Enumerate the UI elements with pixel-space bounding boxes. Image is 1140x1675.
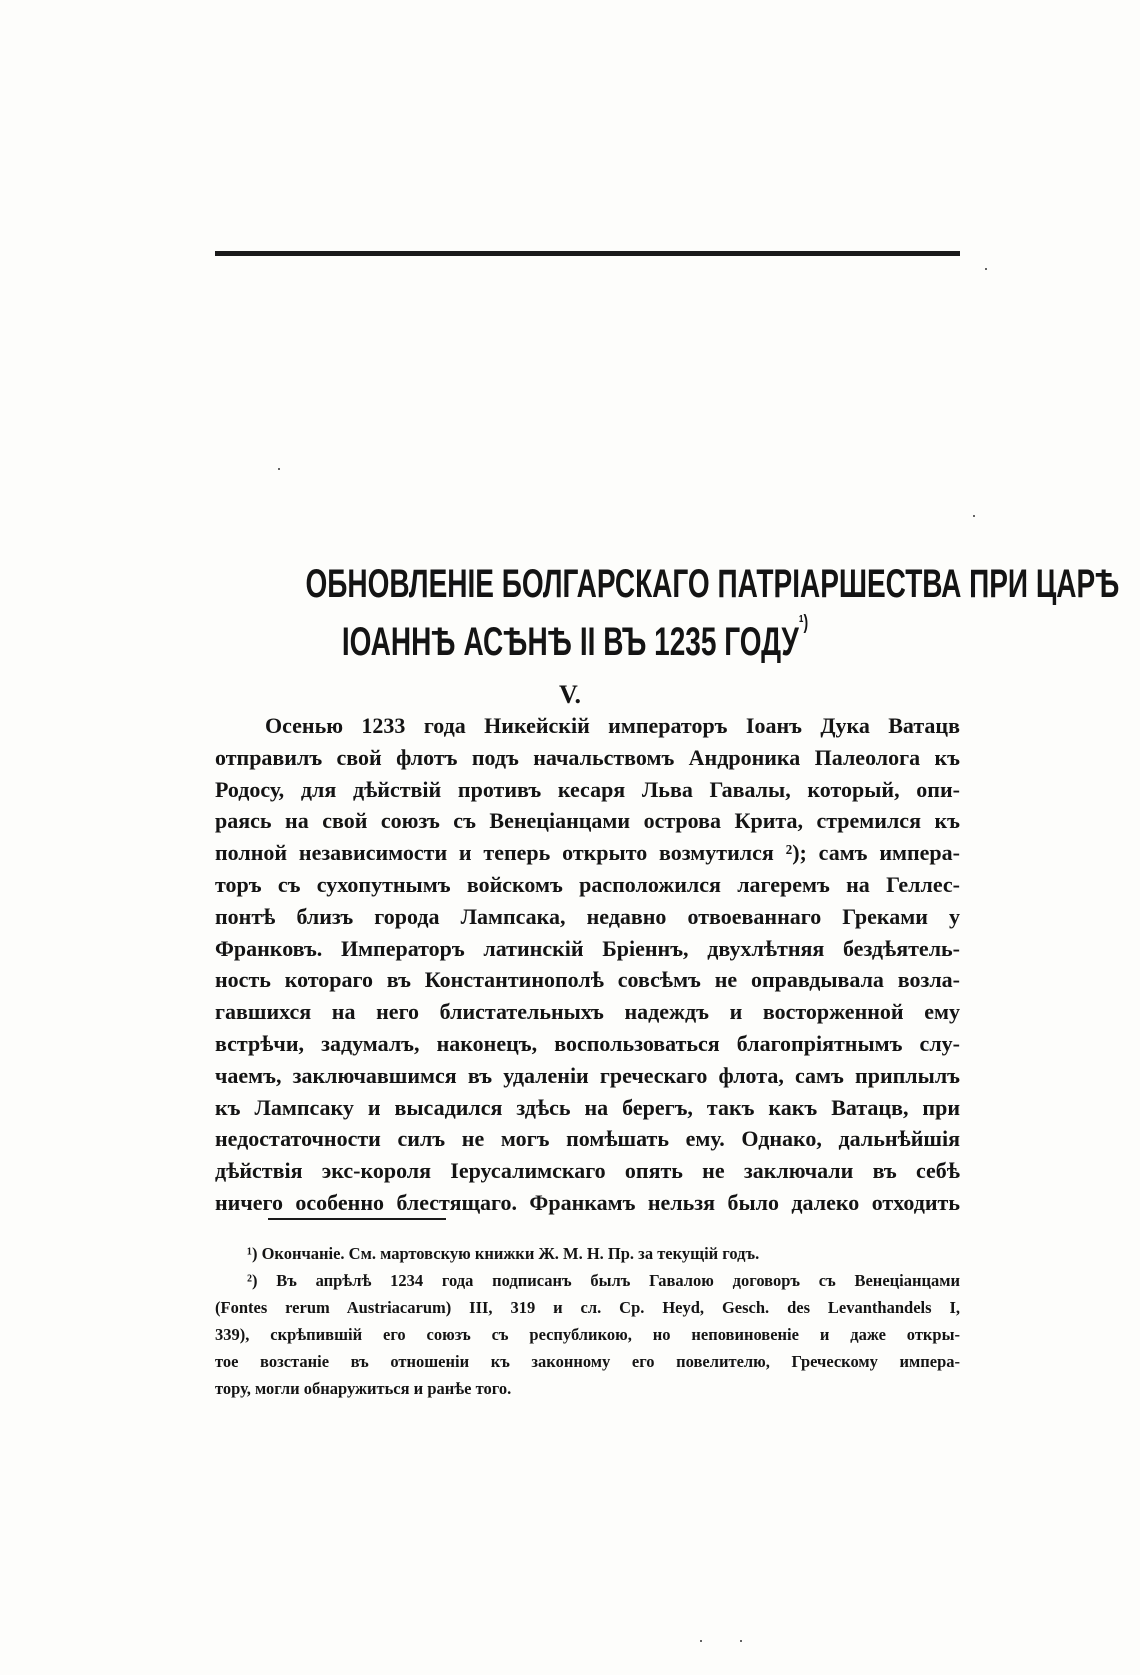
footnotes bbox=[215, 1240, 960, 1402]
body-line: Родосу, для дѣйствій противъ кесаря Льва Гавалы, который, опи- bbox=[215, 776, 960, 802]
body-line: Франковъ. Императоръ латинскій Бріеннъ, двухлѣтняя бездѣятель- bbox=[215, 935, 960, 961]
print-speck bbox=[278, 468, 280, 470]
body-line: ность котораго въ Константинополѣ совсѣмъ не оправдывала возла- bbox=[215, 967, 960, 993]
body-line: недостаточности силъ не могъ помѣшать ему. Однако, дальнѣйшія bbox=[215, 1126, 960, 1152]
body-line: отправилъ свой флотъ подъ начальствомъ Андроника Палеолога къ bbox=[215, 744, 960, 770]
footnote-line: тое возстаніе въ отношеніи къ законному его повелителю, Греческому импера- bbox=[215, 1352, 960, 1371]
body-line: понтѣ близъ города Лампсака, недавно отвоеваннаго Греками у bbox=[215, 903, 960, 929]
title-footnote-marker: ¹) bbox=[798, 612, 809, 634]
body-line: къ Лампсаку и высадился здѣсь на берегъ, такъ какъ Ватацв, при bbox=[215, 1094, 960, 1120]
print-speck bbox=[973, 515, 975, 517]
footnote-line: ²) Въ апрѣлѣ 1234 года подписанъ былъ Гавалою договоръ съ Венеціанцами bbox=[247, 1271, 960, 1290]
body-line: ничего особенно блестящаго. Франкамъ нельзя было далеко отходить bbox=[215, 1189, 960, 1215]
body-line: раясь на свой союзъ съ Венеціанцами острова Крита, стремился къ bbox=[215, 808, 960, 834]
body-line: дѣйствія экс-короля Іерусалимскаго опять не заключали въ себѣ bbox=[215, 1158, 960, 1184]
title-line-1: ОБНОВЛЕНІЕ БОЛГАРСКАГО ПАТРІАРШЕСТВА ПРИ ЦАРѢ bbox=[305, 562, 1120, 606]
header-rule bbox=[215, 251, 960, 256]
footnote-rule bbox=[268, 1218, 446, 1220]
print-speck bbox=[985, 268, 987, 270]
body-line: торъ съ сухопутнымъ войскомъ расположился лагеремъ на Геллес- bbox=[215, 871, 960, 897]
print-speck bbox=[700, 1640, 702, 1642]
footnote-line: (Fontes rerum Austriacarum) III, 319 и сл. Ср. Heyd, Gesch. des Levanthandels I, bbox=[215, 1298, 960, 1317]
title-line-2-text: ІОАННѢ АСѢНѢ II ВЪ 1235 ГОДУ bbox=[341, 620, 799, 664]
body-line: встрѣчи, задумалъ, наконецъ, воспользоваться благопріятнымъ слу- bbox=[215, 1030, 960, 1056]
section-number: V. bbox=[559, 680, 581, 709]
title-line-2 bbox=[306, 613, 845, 671]
print-speck bbox=[740, 1640, 742, 1642]
footnote-line: тору, могли обнаружиться и ранѣе того. bbox=[215, 1379, 512, 1398]
body-line: Осенью 1233 года Никейскій императоръ Іоанъ Дука Ватацв bbox=[265, 713, 960, 738]
footnote-line: 339), скрѣпившій его союзъ съ республикою, но неповиновеніе и даже откры- bbox=[215, 1325, 960, 1344]
body-line: чаемъ, заключавшимся въ удаленіи греческаго флота, самъ приплылъ bbox=[215, 1062, 960, 1088]
footnote-line: ¹) Окончаніе. См. мартовскую книжки Ж. М. Н. Пр. за текущій годъ. bbox=[247, 1244, 760, 1263]
body-line: полной независимости и теперь открыто возмутился ²); самъ импера- bbox=[215, 840, 960, 866]
article-title bbox=[190, 555, 1120, 671]
body-text bbox=[215, 710, 960, 1219]
body-line: гавшихся на него блистательныхъ надеждъ и восторженной ему bbox=[215, 999, 960, 1025]
